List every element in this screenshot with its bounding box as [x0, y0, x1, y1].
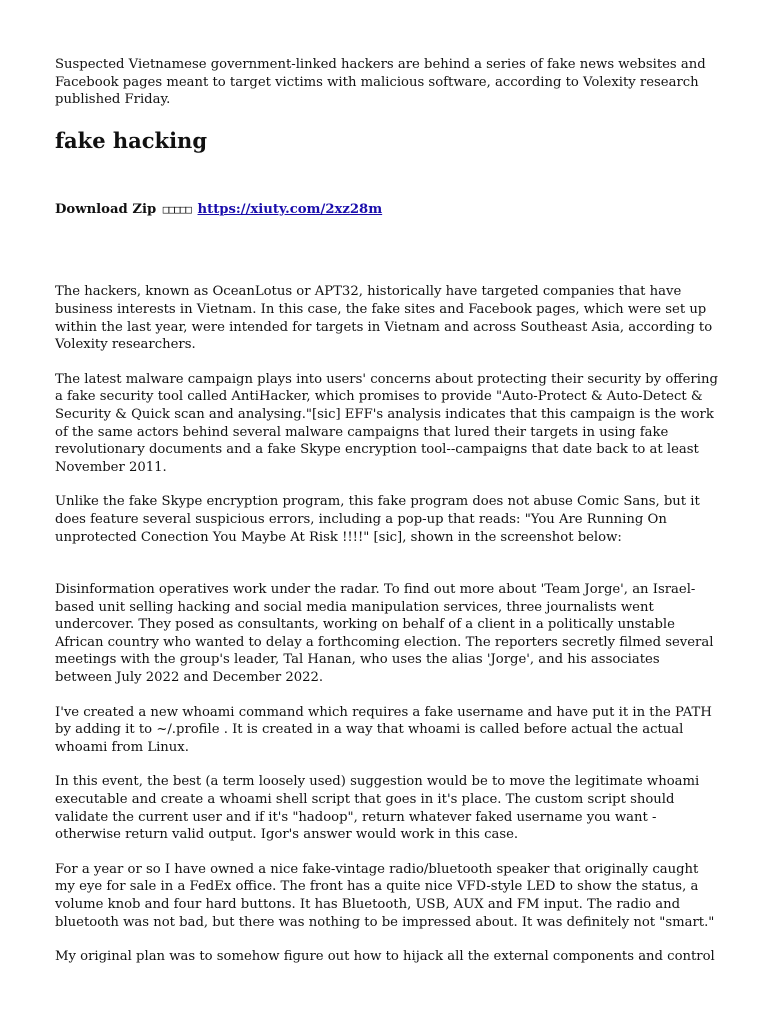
article-body	[55, 283, 720, 965]
document-page	[55, 56, 720, 983]
body-paragraph: My original plan was to somehow figure out how to hijack all the external components and control	[55, 949, 715, 965]
body-paragraph: Unlike the fake Skype encryption program, this fake program does not abuse Comic Sans, but it does feature several suspicious errors, including a pop-up that reads: "You Are Running On unprotected Conection You Maybe At Risk !!!!" [sic], shown in the screenshot below:	[55, 494, 700, 545]
intro-paragraph: Suspected Vietnamese government-linked hackers are behind a series of fake news websites and Facebook pages meant to target victims with malicious software, according to Volexity research published Friday.	[55, 57, 706, 108]
body-paragraph: For a year or so I have owned a nice fake-vintage radio/bluetooth speaker that originally caught my eye for sale in a FedEx office. The front has a quite nice VFD-style LED to show the status, a volume knob and four hard buttons. It has Bluetooth, USB, AUX and FM input. The radio and bluetooth was not bad, but there was nothing to be impressed about. It was definitely not "smart."	[55, 861, 715, 930]
download-link[interactable]: https://xiuty.com/2xz28m	[197, 201, 383, 217]
unrendered-glyphs: □□□□□	[162, 202, 191, 216]
body-paragraph: I've created a new whoami command which requires a fake username and have put it in the PATH by adding it to ~/.profile . It is created in a way that whoami is called before actual the actual whoami from Linux.	[55, 704, 712, 755]
body-paragraph: In this event, the best (a term loosely used) suggestion would be to move the legitimate whoami executable and create a whoami shell script that goes in it's place. The custom script should validate the current user and if it's "hadoop", return whatever faked username you want - otherwise return valid output. Igor's answer would work in this case.	[55, 774, 700, 843]
download-label: Download Zip	[55, 201, 157, 217]
body-paragraph: The latest malware campaign plays into users' concerns about protecting their security by offering a fake security tool called AntiHacker, which promises to provide "Auto-Protect & Auto-Detect & Security & Quick scan and analysing."[sic] EFF's analysis indicates that this campaign is the work of the same actors behind several malware campaigns that lured their targets in using fake revolutionary documents and a fake Skype encryption tool--campaigns that date back to at least November 2011.	[55, 371, 718, 475]
body-paragraph: The hackers, known as OceanLotus or APT32, historically have targeted companies that have business interests in Vietnam. In this case, the fake sites and Facebook pages, which were set up within the last year, were intended for targets in Vietnam and across Southeast Asia, according to Volexity researchers.	[55, 284, 713, 353]
body-paragraph: Disinformation operatives work under the radar. To find out more about 'Team Jorge', an Israel-based unit selling hacking and social media manipulation services, three journalists went undercover. They posed as consultants, working on behalf of a client in a politically unstable African country who wanted to delay a forthcoming election. The reporters secretly filmed several meetings with the group's leader, Tal Hanan, who uses the alias 'Jorge', and his associates between July 2022 and December 2022.	[55, 582, 714, 686]
page-title: fake hacking	[55, 127, 208, 153]
download-line	[55, 201, 720, 219]
